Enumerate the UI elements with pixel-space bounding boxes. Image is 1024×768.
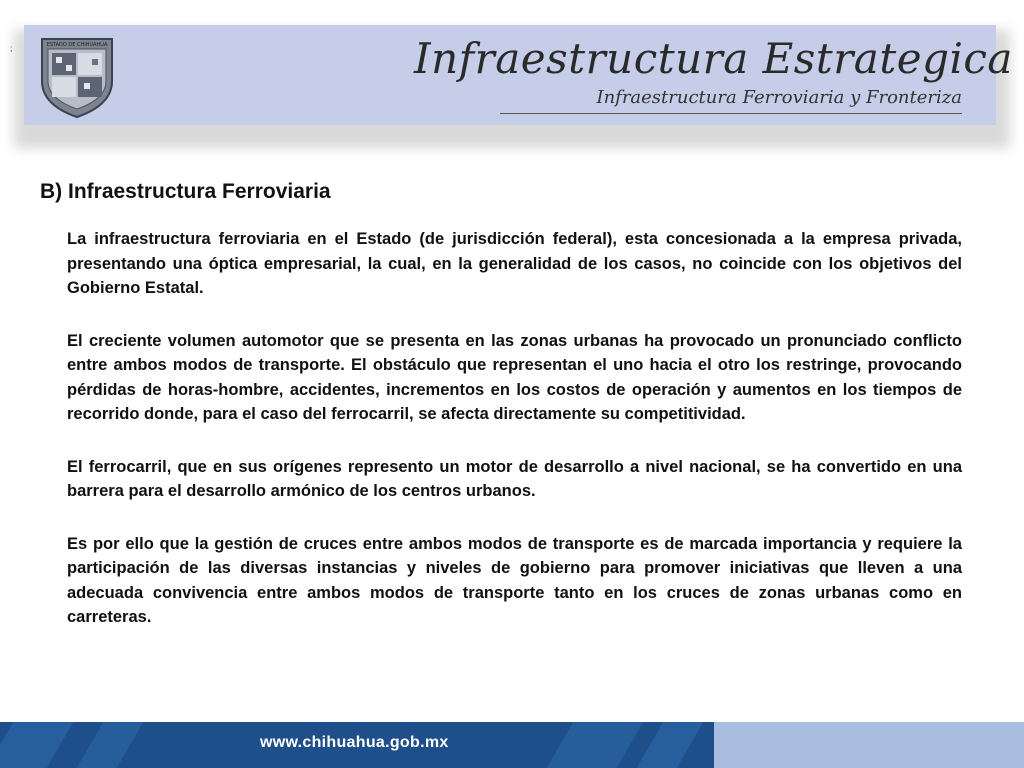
body-text (67, 227, 962, 658)
section-heading: B) Infraestructura Ferroviaria (40, 180, 331, 203)
footer-stripe (637, 722, 704, 768)
paragraph-1: La infraestructura ferroviaria en el Estado (de jurisdicción federal), esta concesionada a la empresa privada, presentando una óptica empresarial, la cual, en la generalidad de los casos, no coincide con los objetivos del Gobierno Estatal. (67, 230, 962, 297)
footer-website-link[interactable] (260, 734, 500, 752)
footer-url-main: chihuahua (302, 734, 386, 751)
footer-url-suffix: .gob.mx (385, 734, 449, 751)
footer-stripe (0, 722, 73, 768)
header-mark: ; (10, 44, 13, 53)
page-title: Infraestructura Estrategica (414, 34, 1013, 83)
footer-stripe (77, 722, 144, 768)
footer-url-prefix: www. (260, 734, 303, 751)
paragraph-2: El creciente volumen automotor que se presenta en las zonas urbanas ha provocado un pronunciado conflicto entre ambos modos de transporte. El obstáculo que representan el uno hacia el otro los restringe, provocando pérdidas de horas-hombre, accidentes, incrementos en los costos de operación y aumentos en los tiempos de recorrido donde, para el caso del ferrocarril, se afecta directamente su competitividad. (67, 331, 962, 423)
page-subtitle: Infraestructura Ferroviaria y Fronteriza (500, 87, 962, 114)
footer-light-panel (714, 722, 1024, 768)
state-emblem-logo (38, 35, 116, 119)
paragraph-3: El ferrocarril, que en sus orígenes represento un motor de desarrollo a nivel nacional, se ha convertido en una barrera para el desarrollo armónico de los centros urbanos. (67, 457, 962, 500)
footer-bar (0, 722, 1024, 768)
paragraph-4: Es por ello que la gestión de cruces entre ambos modos de transporte es de marcada importancia y requiere la participación de las diversas instancias y niveles de gobierno para promover iniciativas que lleven a una adecuada convivencia entre ambos modos de transporte tanto en los cruces de zonas urbanas como en carreteras. (67, 534, 962, 626)
emblem-text: ESTADO DE CHIHUAHUA (46, 42, 108, 48)
footer-stripe (547, 722, 644, 768)
